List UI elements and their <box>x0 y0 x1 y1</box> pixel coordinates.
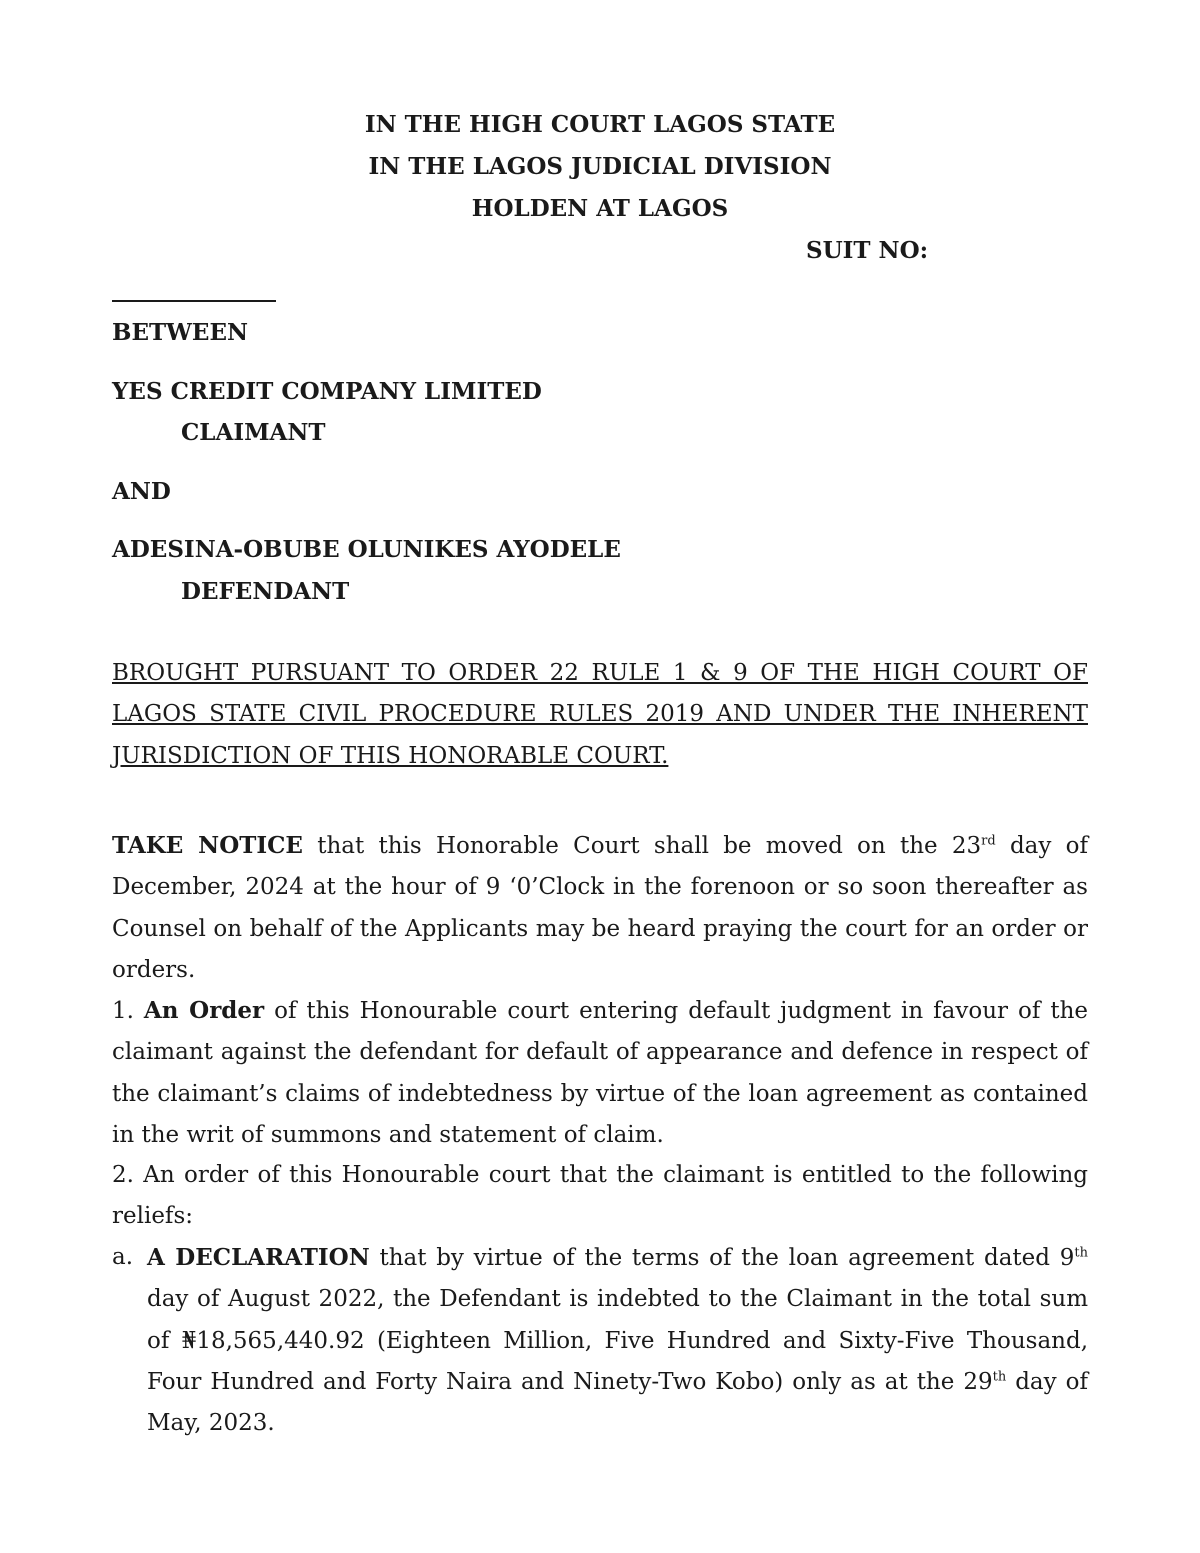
pursuant-clause: BROUGHT PURSUANT TO ORDER 22 RULE 1 & 9 OF THE HIGH COURT OF LAGOS STATE CIVIL PROCEDURE RULES 2019 AND UNDER THE INHERENT JURISDICTION OF THIS HONORABLE COURT. <box>112 660 1088 769</box>
relief-a-sup-2: th <box>992 1369 1007 1385</box>
take-notice-paragraph <box>112 825 1088 991</box>
take-notice-lead: TAKE NOTICE <box>112 832 303 859</box>
court-title: IN THE HIGH COURT LAGOS STATE <box>364 111 836 138</box>
order-1-text: of this Honourable court entering default judgment in favour of the claimant against the defendant for default of appearance and defence in respect of the claimant’s claims of indebtedness by virtue of the loan agreement as contained in the writ of summons and statement of claim. <box>112 998 1088 1148</box>
claimant-name: YES CREDIT COMPANY LIMITED <box>112 378 542 405</box>
defendant-name: ADESINA-OBUBE OLUNIKES AYODELE <box>112 536 621 563</box>
take-notice-sup: rd <box>981 833 996 849</box>
take-notice-text-a: that this Honorable Court shall be moved on the 23 <box>302 833 982 859</box>
claimant-role: CLAIMANT <box>181 419 326 446</box>
relief-a-text-c: day of May, 2023. <box>147 1368 1088 1437</box>
relief-a-text-b: day of August 2022, the Defendant is indebted to the Claimant in the total sum of ₦18,565,440.92 (Eighteen Million, Five Hundred and Sixty-Five Thousand, Four Hundred and Forty Naira and Ninety-Two Kobo) only as at the 29 <box>147 1286 1088 1395</box>
suit-number-label: SUIT NO: <box>806 237 929 264</box>
relief-a-sup-1: th <box>1074 1245 1088 1261</box>
holden-title: HOLDEN AT LAGOS <box>471 195 729 222</box>
relief-a-paragraph <box>147 1237 1088 1444</box>
order-2-paragraph: 2. An order of this Honourable court that the claimant is entitled to the following reliefs: <box>112 1162 1088 1230</box>
relief-a-text-a: that by virtue of the terms of the loan agreement dated 9 <box>369 1245 1075 1271</box>
relief-a-marker: a. <box>112 1244 134 1270</box>
order-1-lead: An Order <box>143 997 265 1024</box>
division-title: IN THE LAGOS JUDICIAL DIVISION <box>368 153 832 180</box>
take-notice-text-b: day of December, 2024 at the hour of 9 ‘0’Clock in the forenoon or so soon thereafter as Counsel on behalf of the Applicants may be heard praying the court for an order or orders. <box>112 833 1089 983</box>
order-1-number: 1. <box>112 998 144 1024</box>
divider-line <box>112 300 276 302</box>
and-label: AND <box>112 478 171 505</box>
between-label: BETWEEN <box>112 319 249 346</box>
relief-a-lead: A DECLARATION <box>147 1244 370 1271</box>
order-1-paragraph <box>112 990 1088 1156</box>
defendant-role: DEFENDANT <box>181 578 350 605</box>
